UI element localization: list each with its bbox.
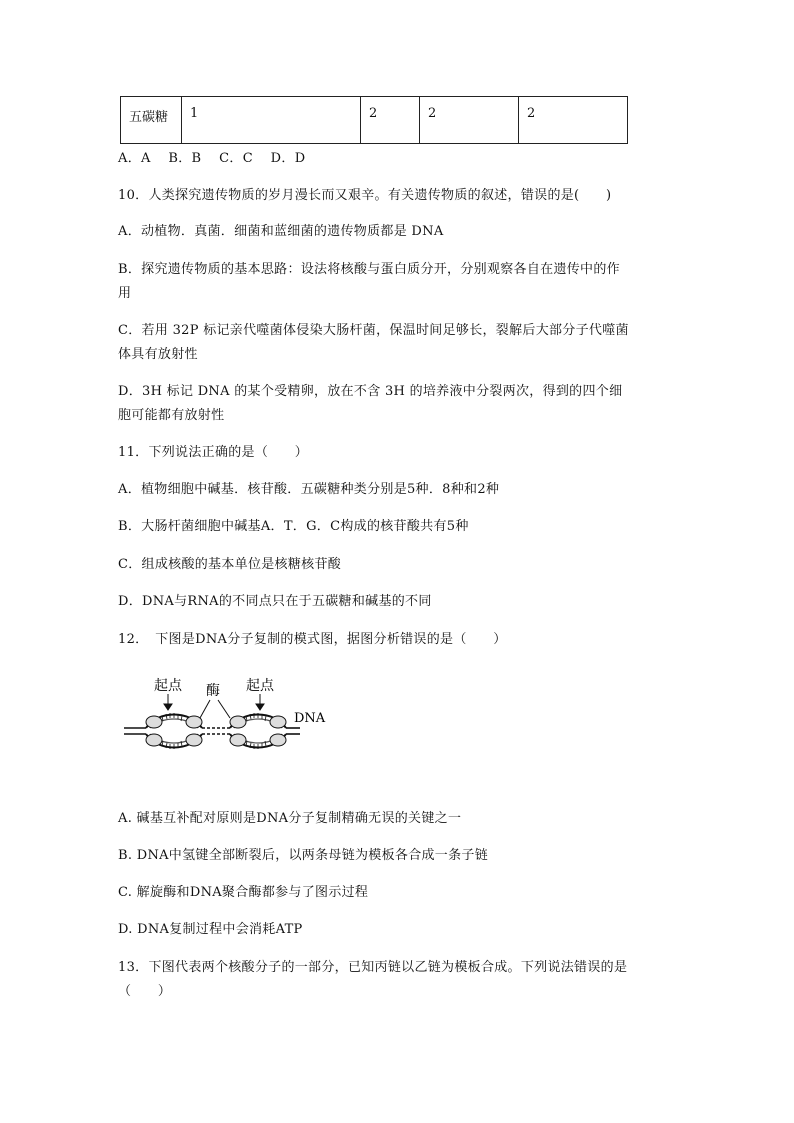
table-row — [121, 97, 628, 144]
q12-option-d: D. DNA复制过程中会消耗ATP — [118, 922, 303, 937]
q10-option-d-line1: D．3H 标记 DNA 的某个受精卵，放在不含 3H 的培养液中分裂两次，得到的四个细 — [118, 384, 623, 399]
q11-option-c: C．组成核酸的基本单位是核糖核苷酸 — [118, 557, 342, 572]
table-row-label: 五碳糖 — [121, 97, 182, 144]
origin-label-right: 起点 — [246, 678, 274, 694]
q10-option-c-line2: 体具有放射性 — [118, 347, 198, 362]
q11-stem: 11．下列说法正确的是（ ） — [118, 445, 309, 460]
arrow-origin-right — [256, 694, 264, 710]
enzyme-label: 酶 — [206, 683, 220, 699]
q12-option-c: C. 解旋酶和DNA聚合酶都参与了图示过程 — [118, 885, 369, 900]
parent-strand — [124, 728, 300, 734]
q10-option-d-line2: 胞可能都有放射性 — [118, 408, 225, 423]
q11-option-a: A．植物细胞中碱基．核苷酸．五碳糖种类分别是5种．8种和2种 — [118, 482, 500, 497]
q12-stem: 12． 下图是DNA分子复制的模式图，据图分析错误的是（ ） — [118, 632, 507, 647]
replication-bubble-left — [146, 713, 202, 749]
table-cell: 2 — [519, 97, 628, 144]
dna-replication-figure — [118, 670, 348, 770]
q9-options: A．A B．B C．C D．D — [118, 151, 306, 166]
q12-option-b: B. DNA中氢键全部断裂后，以两条母链为模板各合成一条子链 — [118, 848, 489, 863]
table-cell: 1 — [182, 97, 361, 144]
q10-option-b-line2: 用 — [118, 286, 132, 301]
table-cell: 2 — [361, 97, 420, 144]
replication-bubble-right — [230, 713, 286, 749]
q13-stem-line1: 13．下图代表两个核酸分子的一部分，已知丙链以乙链为模板合成。下列说法错误的是 — [118, 960, 628, 975]
enzyme-pointer-lines — [200, 700, 230, 718]
q10-option-b-line1: B．探究遗传物质的基本思路：设法将核酸与蛋白质分开，分别观察各自在遗传中的作 — [118, 262, 620, 277]
q10-stem: 10．人类探究遗传物质的岁月漫长而又艰辛。有关遗传物质的叙述，错误的是( ) — [118, 188, 612, 203]
dna-label: DNA — [294, 711, 326, 726]
q13-stem-line2: （ ） — [118, 984, 172, 999]
q12-option-a: A. 碱基互补配对原则是DNA分子复制精确无误的关键之一 — [118, 811, 462, 826]
sugar-table — [120, 96, 628, 144]
table-cell: 2 — [420, 97, 519, 144]
q10-option-a: A．动植物．真菌．细菌和蓝细菌的遗传物质都是 DNA — [118, 224, 444, 239]
q10-option-c-line1: C．若用 32P 标记亲代噬菌体侵染大肠杆菌，保温时间足够长，裂解后大部分子代噬菌 — [118, 323, 629, 338]
q11-option-d: D．DNA与RNA的不同点只在于五碳糖和碱基的不同 — [118, 594, 432, 609]
arrow-origin-left — [164, 694, 172, 710]
q11-option-b: B．大肠杆菌细胞中碱基A．T．G．C构成的核苷酸共有5种 — [118, 519, 469, 534]
origin-label-left: 起点 — [154, 678, 182, 694]
